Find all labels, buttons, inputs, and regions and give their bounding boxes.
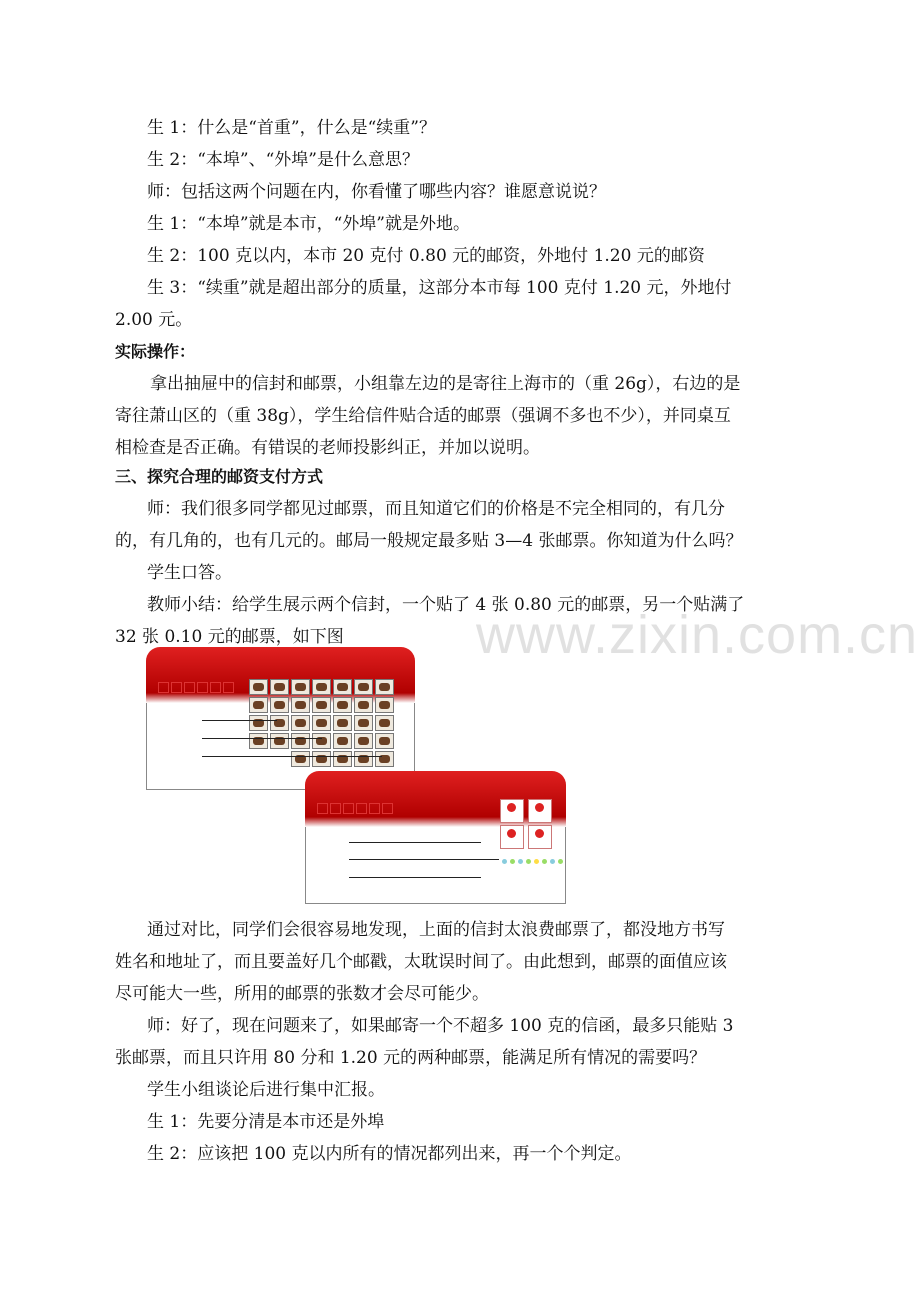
dialogue-line: 张邮票，而且只许用 80 分和 1.20 元的两种邮票，能满足所有情况的需要吗？ <box>115 1048 707 1068</box>
dialogue-line: 生 3：“续重”就是超出部分的质量，这部分本市每 100 克付 1.20 元，外地付 <box>147 278 732 298</box>
operation-line: 寄往萧山区的（重 38g），学生给信件贴合适的邮票（强调不多也不少），并同桌互 <box>115 406 731 426</box>
postcode-boxes <box>317 803 393 814</box>
address-line <box>349 842 481 843</box>
operation-line: 拿出抽屉中的信封和邮票，小组靠左边的是寄往上海市的（重 26g），右边的是 <box>150 374 741 394</box>
envelope-four-stamps <box>305 786 566 904</box>
dialogue-line: 32 张 0.10 元的邮票，如下图 <box>115 627 344 647</box>
address-line <box>202 756 382 757</box>
stamp-dots <box>502 859 563 864</box>
address-line <box>349 859 499 860</box>
address-line <box>349 877 481 878</box>
address-line <box>202 738 322 739</box>
body-line: 尽可能大一些，所用的邮票的张数才会尽可能少。 <box>115 984 489 1004</box>
address-line <box>202 720 277 721</box>
dialogue-line: 生 1：“本埠”就是本市，“外埠”就是外地。 <box>147 214 470 234</box>
operation-line: 相检查是否正确。有错误的老师投影纠正，并加以说明。 <box>115 438 540 458</box>
body-line: 学生小组谈论后进行集中汇报。 <box>147 1080 385 1100</box>
dialogue-line: 的，有几角的，也有几元的。邮局一般规定最多贴 3—4 张邮票。你知道为什么吗？ <box>115 531 743 551</box>
section-heading-operation: 实际操作： <box>115 342 196 361</box>
dialogue-line: 生 2：应该把 100 克以内所有的情况都列出来，再一个个判定。 <box>147 1144 632 1164</box>
dialogue-line: 生 1：什么是“首重”，什么是“续重”？ <box>147 118 436 138</box>
dialogue-line: 生 2：“本埠”、“外埠”是什么意思？ <box>147 150 419 170</box>
watermark: www.zixin.com.cn <box>476 605 919 665</box>
stamp-block-4 <box>500 799 554 849</box>
dialogue-line: 生 2：100 克以内，本市 20 克付 0.80 元的邮资，外地付 1.20 元的邮资 <box>147 246 705 266</box>
dialogue-line: 2.00 元。 <box>115 310 193 330</box>
dialogue-line: 教师小结：给学生展示两个信封，一个贴了 4 张 0.80 元的邮票，另一个贴满了 <box>147 595 745 615</box>
dialogue-line: 学生口答。 <box>147 563 232 583</box>
stamp-grid-32 <box>249 679 394 767</box>
dialogue-line: 师：我们很多同学都见过邮票，而且知道它们的价格是不完全相同的，有几分 <box>147 499 725 519</box>
dialogue-line: 生 1：先要分清是本市还是外埠 <box>147 1112 385 1132</box>
dialogue-line: 师：好了，现在问题来了，如果邮寄一个不超多 100 克的信函，最多只能贴 3 <box>147 1016 734 1036</box>
body-line: 姓名和地址了，而且要盖好几个邮戳，太耽误时间了。由此想到，邮票的面值应该 <box>115 952 727 972</box>
section-heading-three: 三、探究合理的邮资支付方式 <box>115 467 324 486</box>
dialogue-line: 师：包括这两个问题在内，你看懂了哪些内容？谁愿意说说？ <box>147 182 606 202</box>
body-line: 通过对比，同学们会很容易地发现，上面的信封太浪费邮票了，都没地方书写 <box>147 920 725 940</box>
postcode-boxes <box>158 682 234 693</box>
